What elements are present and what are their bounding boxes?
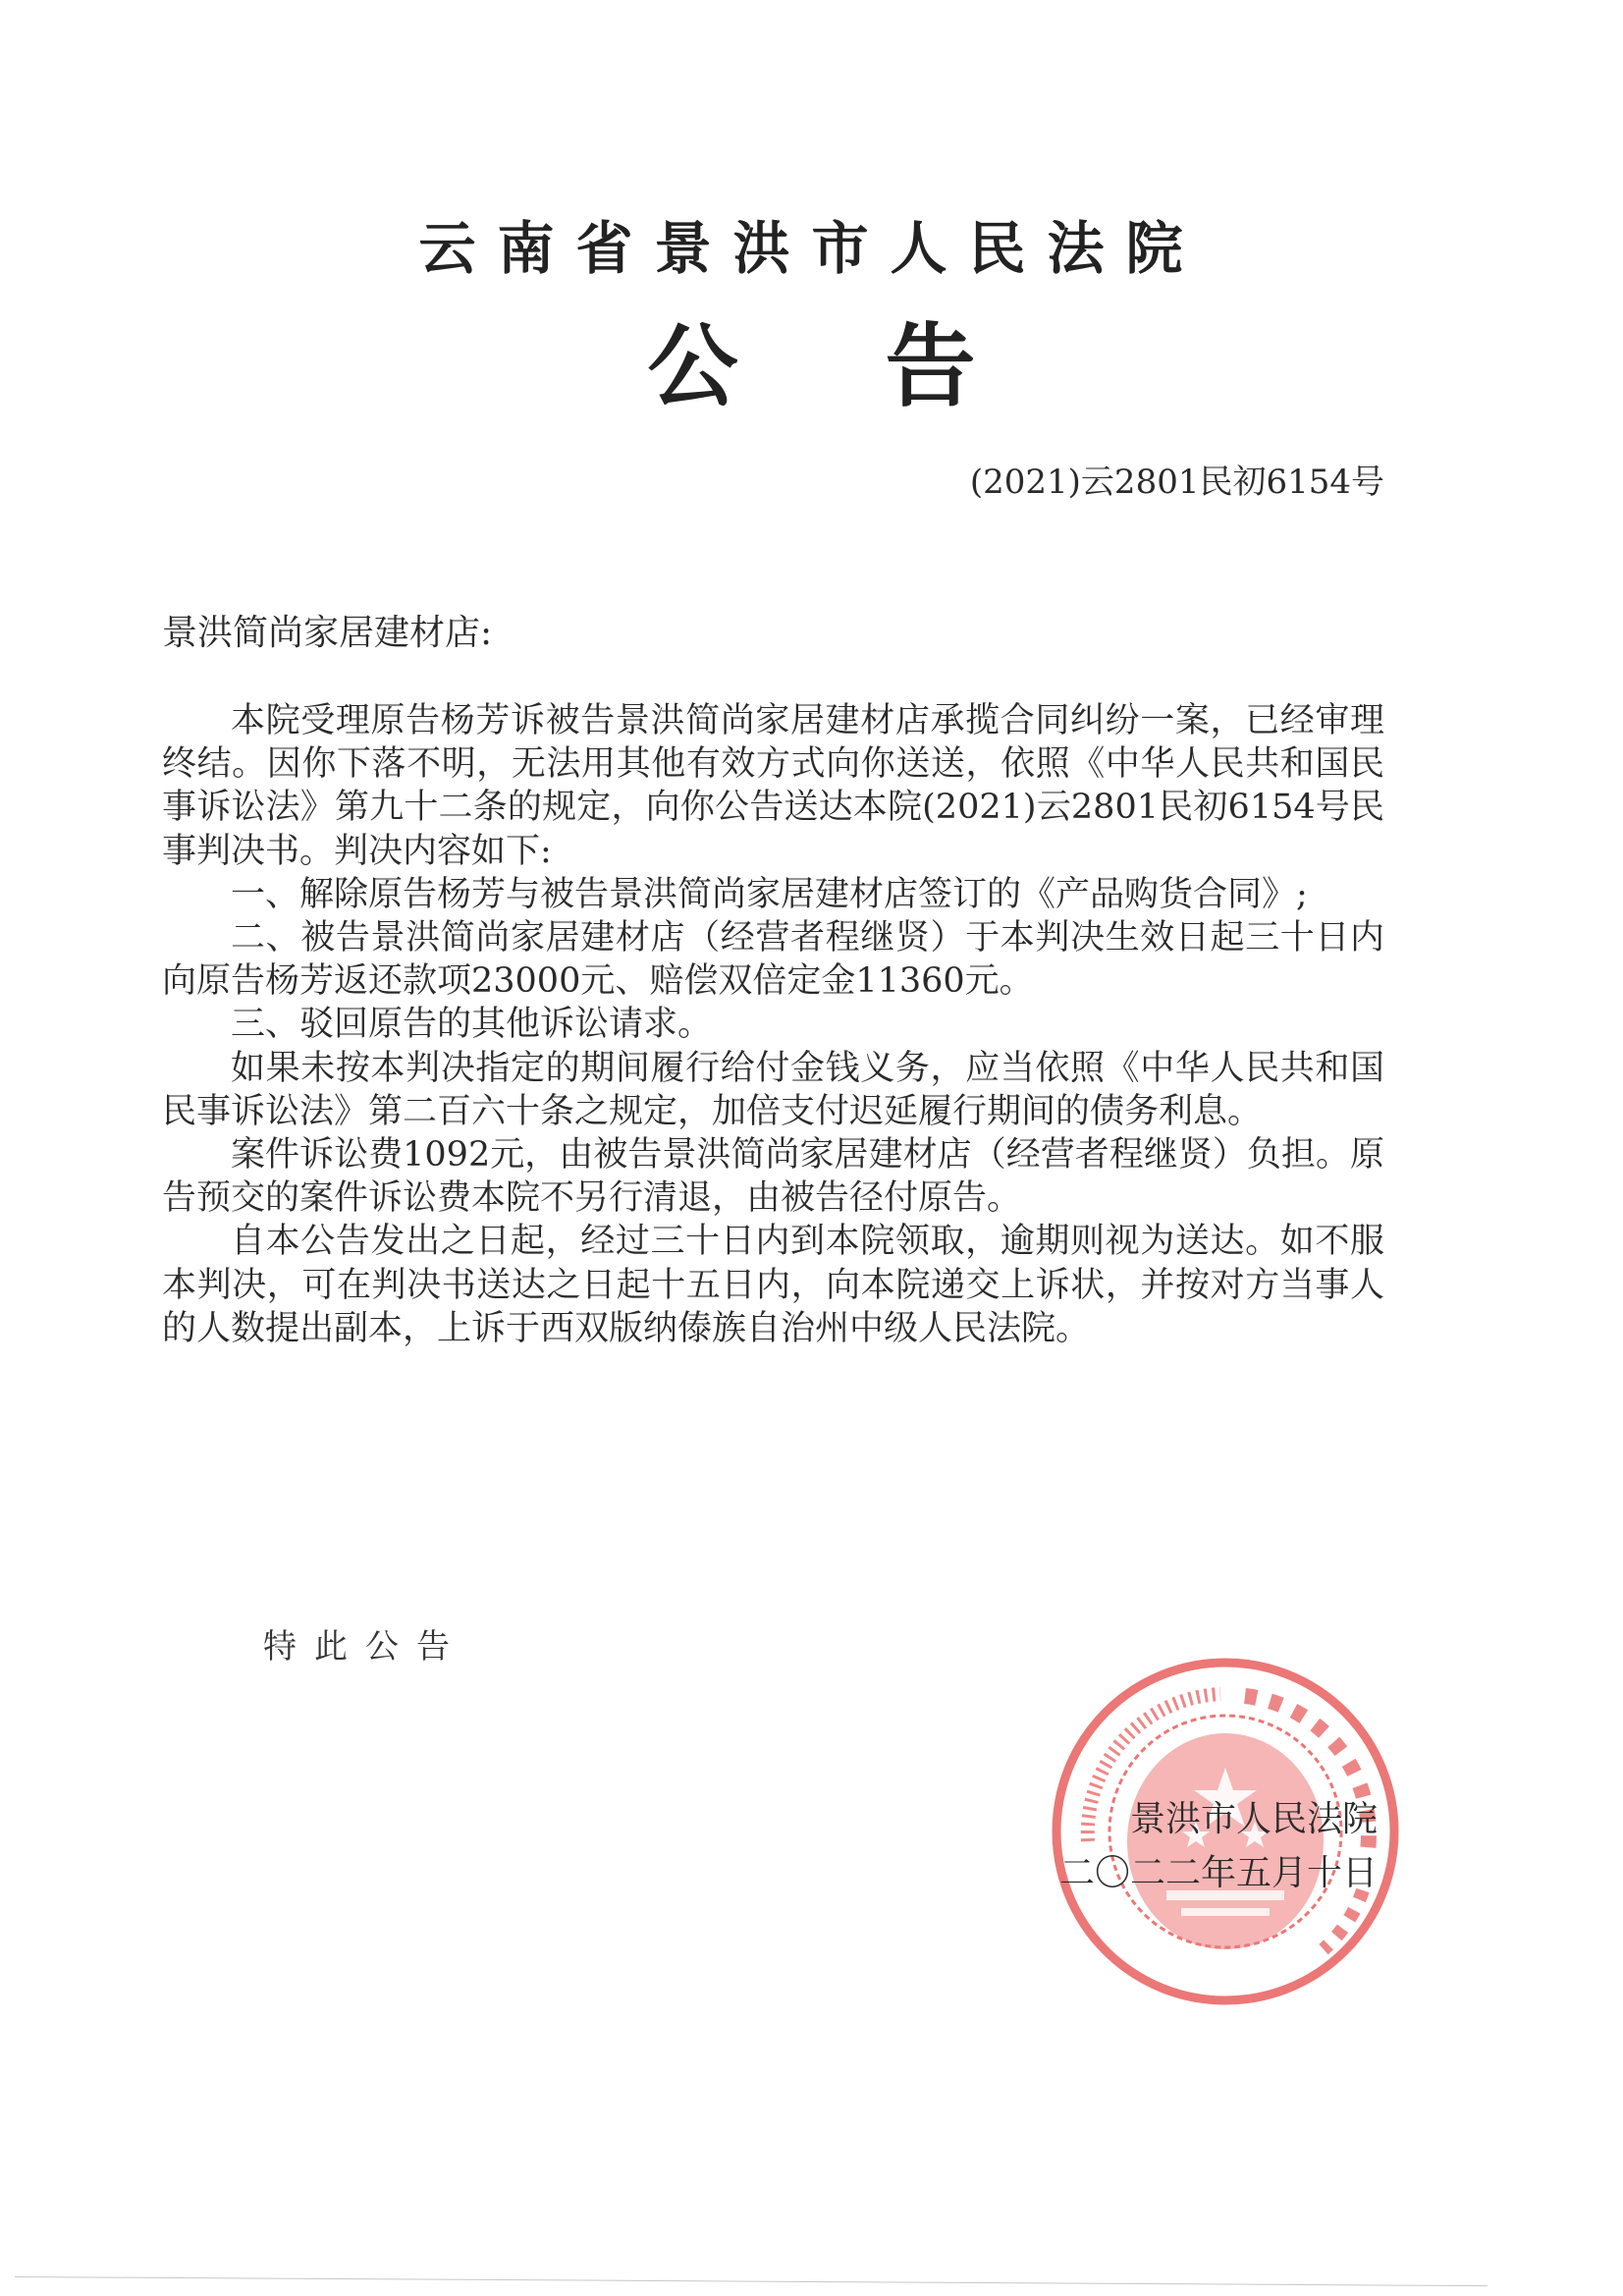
paragraph-judgment-2: 二、被告景洪简尚家居建材店（经营者程继贤）于本判决生效日起三十日内向原告杨芳返还款项23000元、赔偿双倍定金11360元。 [162, 918, 1384, 1002]
paragraph-fees: 案件诉讼费1092元，由被告景洪简尚家居建材店（经营者程继贤）负担。原告预交的案件诉讼费本院不另行清退，由被告径付原告。 [162, 1135, 1384, 1219]
document-title: 公告 [647, 313, 1123, 419]
closing-phrase: 特此公告 [263, 1627, 467, 1667]
signing-date: 二〇二二年五月十日 [1058, 1853, 1378, 1893]
paragraph-intro: 本院受理原告杨芳诉被告景洪简尚家居建材店承揽合同纠纷一案，已经审理终结。因你下落不明，无法用其他有效方式向你送送，依照《中华人民共和国民事诉讼法》第九十二条的规定，向你公告送达本院(2021)云2801民初6154号民事判决书。判决内容如下: [162, 701, 1384, 871]
notice-body [162, 699, 1384, 1350]
scan-edge-line [15, 2276, 1488, 2286]
case-number: (2021)云2801民初6154号 [969, 463, 1384, 502]
paragraph-service: 自本公告发出之日起，经过三十日内到本院领取，逾期则视为送达。如不服本判决，可在判决书送达之日起十五日内，向本院递交上诉状，并按对方当事人的人数提出副本，上诉于西双版纳傣族自治州中级人民法院。 [162, 1222, 1384, 1348]
signature-block [1059, 1792, 1378, 1900]
paragraph-interest: 如果未按本判决指定的期间履行给付金钱义务，应当依照《中华人民共和国民事诉讼法》第二百六十条之规定，加倍支付迟延履行期间的债务利息。 [162, 1048, 1384, 1131]
addressee: 景洪简尚家居建材店: [162, 613, 493, 653]
paragraph-judgment-3: 三、驳回原告的其他诉讼请求。 [231, 1005, 713, 1045]
court-name: 云南省景洪市人民法院 [418, 215, 1205, 282]
paragraph-judgment-1: 一、解除原告杨芳与被告景洪简尚家居建材店签订的《产品购货合同》; [231, 874, 1308, 914]
signing-court: 景洪市人民法院 [1129, 1799, 1378, 1839]
